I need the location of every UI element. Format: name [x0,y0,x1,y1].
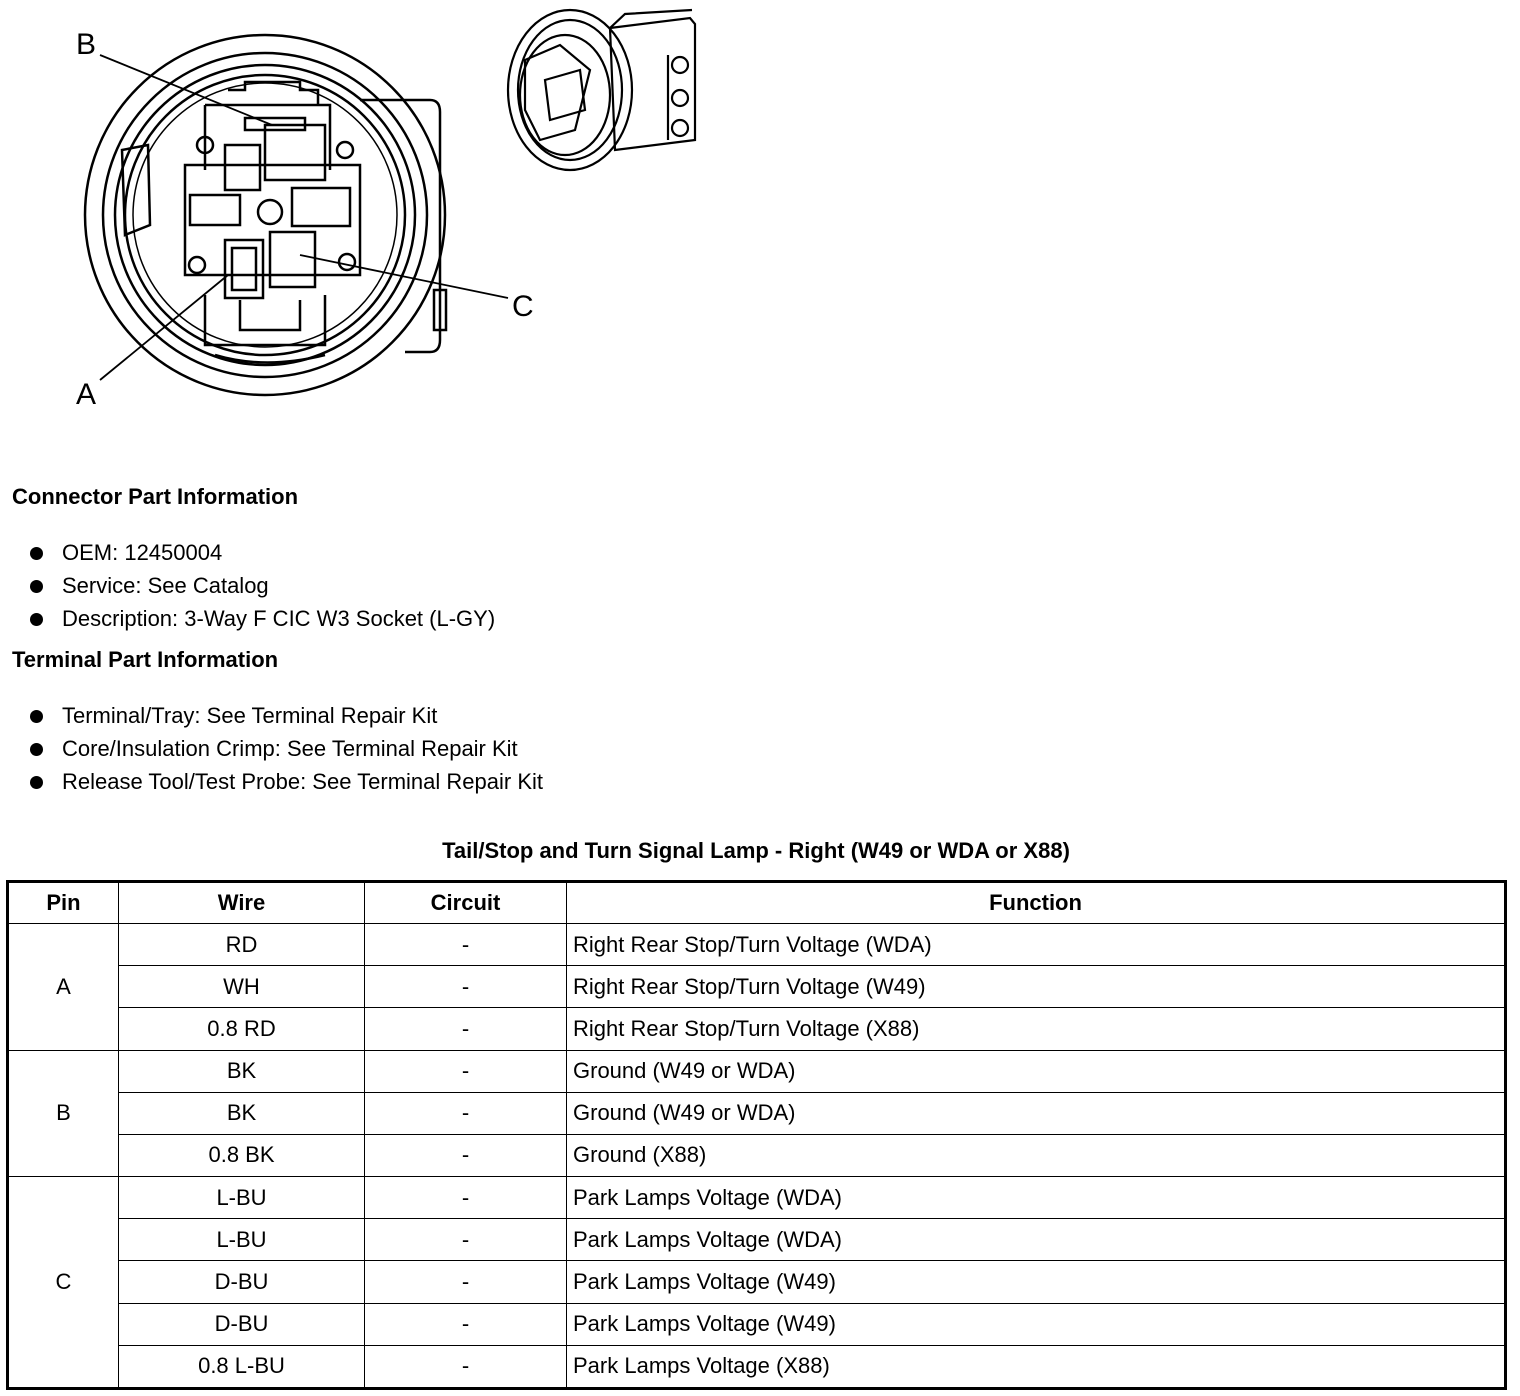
circuit-cell: - [365,1050,567,1092]
wire-cell: RD [119,924,365,966]
callout-b: B [76,28,97,61]
wire-cell: 0.8 RD [119,1008,365,1050]
circuit-cell: - [365,1345,567,1388]
table-row [8,1177,1506,1219]
table-header-row [8,882,1506,924]
function-cell: Right Rear Stop/Turn Voltage (WDA) [567,924,1506,966]
terminal-info-list [30,699,543,798]
table-caption: Tail/Stop and Turn Signal Lamp - Right (W49 or WDA or X88) [442,838,1070,863]
table-row [8,966,1506,1008]
list-item: Terminal/Tray: See Terminal Repair Kit [30,699,543,732]
table-row [8,1345,1506,1388]
table-row [8,924,1506,966]
circuit-cell: - [365,1177,567,1219]
table-row [8,1134,1506,1176]
function-cell: Ground (W49 or WDA) [567,1092,1506,1134]
circuit-cell: - [365,1303,567,1345]
wire-cell: BK [119,1092,365,1134]
table-row [8,1303,1506,1345]
header-circuit: Circuit [365,882,567,924]
callout-c: C [512,290,534,323]
function-cell: Ground (W49 or WDA) [567,1050,1506,1092]
wire-cell: D-BU [119,1261,365,1303]
table-row [8,1008,1506,1050]
callout-a: A [76,378,97,411]
function-cell: Right Rear Stop/Turn Voltage (W49) [567,966,1506,1008]
function-cell: Park Lamps Voltage (WDA) [567,1177,1506,1219]
connector-info-title: Connector Part Information [12,484,299,509]
function-cell: Park Lamps Voltage (X88) [567,1345,1506,1388]
function-cell: Park Lamps Voltage (WDA) [567,1219,1506,1261]
circuit-cell: - [365,924,567,966]
function-cell: Park Lamps Voltage (W49) [567,1261,1506,1303]
function-cell: Park Lamps Voltage (W49) [567,1303,1506,1345]
pin-cell: C [8,1177,119,1389]
table-row [8,1219,1506,1261]
table-row [8,1050,1506,1092]
pin-cell: B [8,1050,119,1177]
circuit-cell: - [365,1219,567,1261]
function-cell: Right Rear Stop/Turn Voltage (X88) [567,1008,1506,1050]
list-item: Description: 3-Way F CIC W3 Socket (L-GY) [30,602,495,635]
pin-cell: A [8,924,119,1051]
list-item: Release Tool/Test Probe: See Terminal Repair Kit [30,765,543,798]
pinout-table [6,880,1507,1390]
header-function: Function [567,882,1506,924]
list-item: Core/Insulation Crimp: See Terminal Repair Kit [30,732,543,765]
circuit-cell: - [365,1261,567,1303]
list-item: OEM: 12450004 [30,536,495,569]
wire-cell: 0.8 BK [119,1134,365,1176]
circuit-cell: - [365,1092,567,1134]
table-row [8,1092,1506,1134]
wire-cell: 0.8 L-BU [119,1345,365,1388]
wire-cell: BK [119,1050,365,1092]
circuit-cell: - [365,1134,567,1176]
connector-diagram [0,0,720,420]
list-item: Service: See Catalog [30,569,495,602]
table-row [8,1261,1506,1303]
wire-cell: L-BU [119,1219,365,1261]
connector-info-list [30,536,495,635]
function-cell: Ground (X88) [567,1134,1506,1176]
wire-cell: L-BU [119,1177,365,1219]
terminal-info-title: Terminal Part Information [12,647,279,672]
wire-cell: WH [119,966,365,1008]
wire-cell: D-BU [119,1303,365,1345]
circuit-cell: - [365,1008,567,1050]
header-wire: Wire [119,882,365,924]
circuit-cell: - [365,966,567,1008]
header-pin: Pin [8,882,119,924]
